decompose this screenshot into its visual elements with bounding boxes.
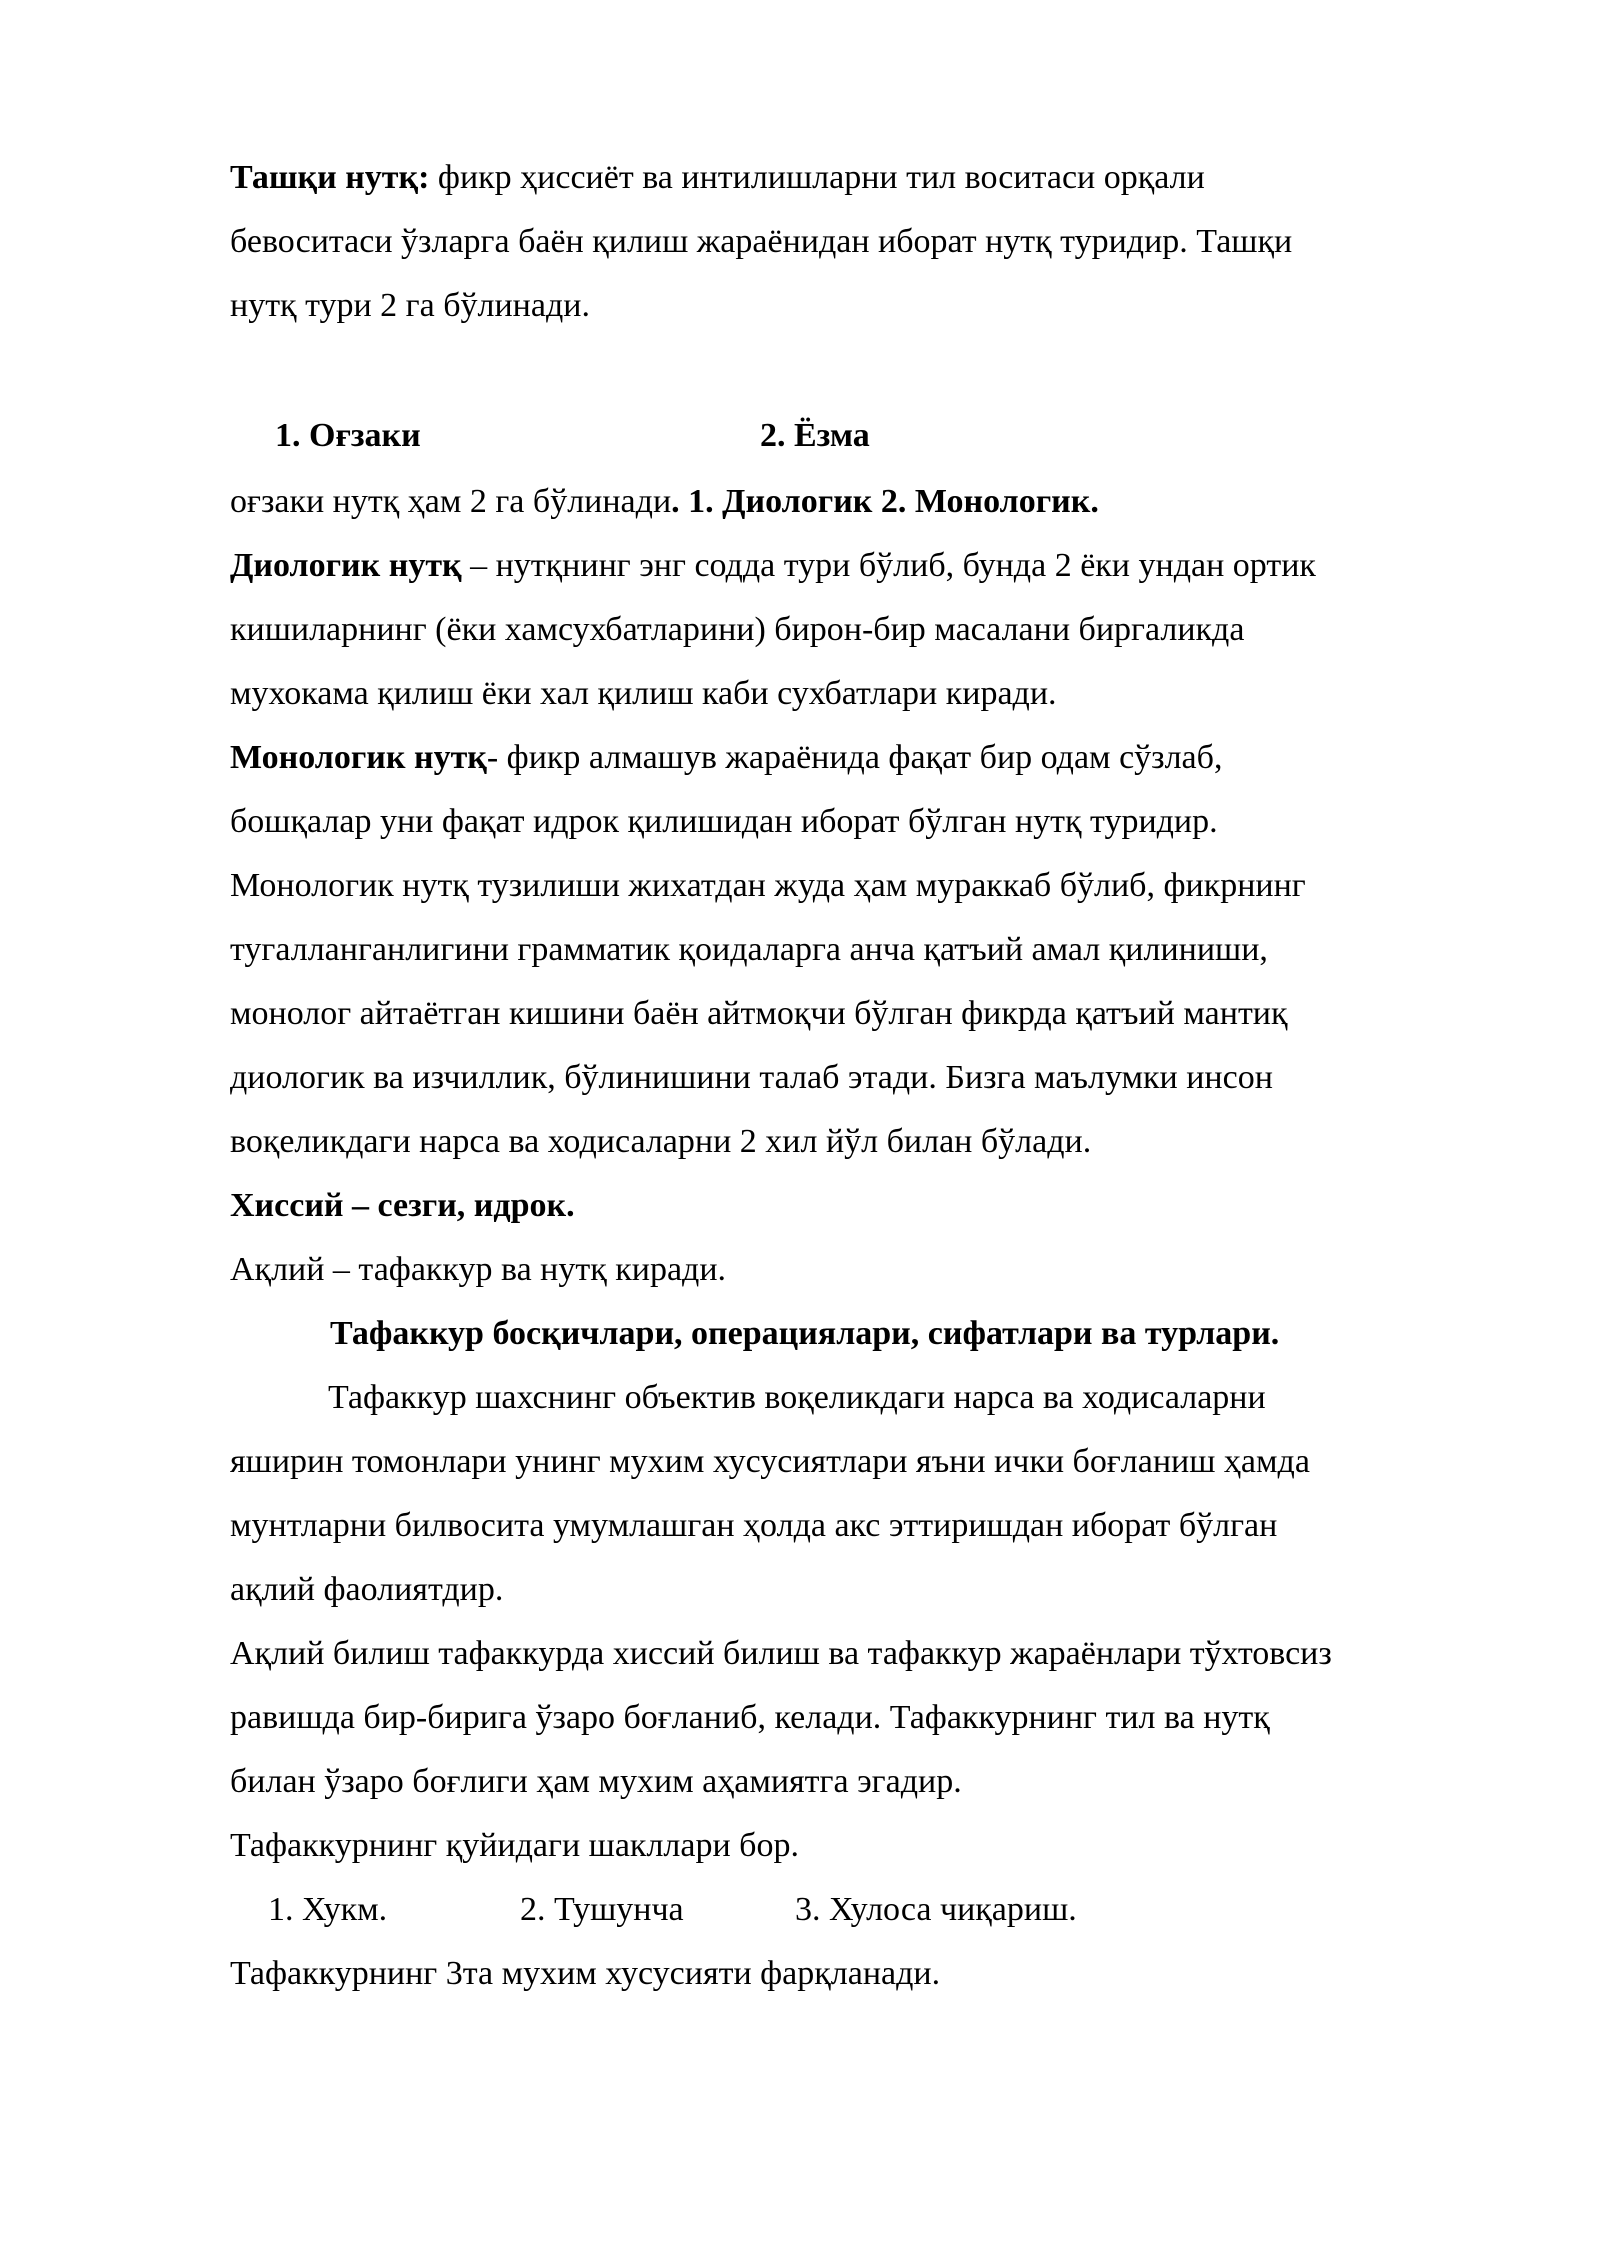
paragraph-line: бошқалар уни фақат идрок қилишидан иборат бўлган нутқ туридир. xyxy=(230,803,1218,840)
last-line: Тафаккурнинг 3та мухим хусусияти фарқланади. xyxy=(230,1955,941,1992)
forms-intro: Тафаккурнинг қуйидаги шакллари бор. xyxy=(230,1827,799,1864)
paragraph-line: Тафаккур шахснинг объектив воқеликдаги нарса ва ходисаларни xyxy=(328,1379,1266,1416)
section-heading: Тафаккур босқичлари, операциялари, сифатлари ва турлари. xyxy=(330,1315,1280,1352)
paragraph-line xyxy=(230,158,1205,198)
list-item-concept: 2. Тушунча xyxy=(520,1891,684,1928)
paragraph-line: билан ўзаро боғлиги ҳам мухим аҳамиятга эгадир. xyxy=(230,1763,962,1800)
term-tashki-nutq: Ташқи нутқ: xyxy=(230,159,430,196)
paragraph-line: тугалланганлигини грамматик қоидаларга анча қатъий амал қилиниши, xyxy=(230,931,1268,968)
paragraph-text: фикр ҳиссиёт ва интилишларни тил воситаси орқали xyxy=(429,159,1205,196)
paragraph-line: яширин томонлари унинг мухим хусусиятлари яъни ички боғланиш ҳамда xyxy=(230,1443,1310,1480)
monologic-text: - фикр алмашув жараёнида фақат бир одам сўзлаб, xyxy=(486,739,1223,776)
paragraph-line: Ақлий билиш тафаккурда хиссий билиш ва тафаккур жараёнлари тўхтовсиз xyxy=(230,1635,1332,1672)
paragraph-line: диологик ва изчиллик, бўлинишини талаб этади. Бизга маълумки инсон xyxy=(230,1059,1273,1096)
paragraph-line: мухокама қилиш ёки хал қилиш каби сухбатлари киради. xyxy=(230,675,1057,712)
paragraph-line xyxy=(230,546,1316,586)
paragraph-line: Монологик нутқ тузилиши жихатдан жуда ҳам мураккаб бўлиб, фикрнинг xyxy=(230,867,1306,904)
paragraph-line: ақлий фаолиятдир. xyxy=(230,1571,504,1608)
list-item-conclusion: 3. Хулоса чиқариш. xyxy=(795,1891,1077,1928)
paragraph-line: кишиларнинг (ёки хамсухбатларини) бирон-бир масалани биргаликда xyxy=(230,611,1245,648)
list-item-written: 2. Ёзма xyxy=(760,417,870,454)
paragraph-line: нутқ тури 2 га бўлинади. xyxy=(230,287,590,324)
paragraph-line: воқеликдаги нарса ва ходисаларни 2 хил йўл билан бўлади. xyxy=(230,1123,1092,1160)
paragraph-line: бевоситаси ўзларга баён қилиш жараёнидан иборат нутқ туридир. Ташқи xyxy=(230,223,1293,260)
paragraph-line: мунтларни билвосита умумлашган ҳолда акс эттиришдан иборат бўлган xyxy=(230,1507,1278,1544)
oral-types-bold: . 1. Диологик 2. Монологик. xyxy=(671,483,1099,520)
paragraph-line: равишда бир-бирига ўзаро боғланиб, келади. Тафаккурнинг тил ва нутқ xyxy=(230,1699,1270,1736)
paragraph-line xyxy=(230,738,1222,778)
list-item-oral: 1. Оғзаки xyxy=(275,417,421,454)
term-monologic: Монологик нутқ xyxy=(230,739,487,776)
oral-text: оғзаки нутқ ҳам 2 га бўлинади xyxy=(230,483,672,520)
term-dialogic: Диологик нутқ xyxy=(230,547,462,584)
dialogic-text: – нутқнинг энг содда тури бўлиб, бунда 2 ёки ундан ортик xyxy=(461,547,1316,584)
rational-line: Ақлий – тафаккур ва нутқ киради. xyxy=(230,1251,727,1288)
list-item-judgement: 1. Хукм. xyxy=(268,1891,388,1928)
paragraph-line xyxy=(230,482,1099,522)
sensory-line: Хиссий – сезги, идрок. xyxy=(230,1187,575,1224)
paragraph-line: монолог айтаётган кишини баён айтмоқчи бўлган фикрда қатъий мантиқ xyxy=(230,995,1288,1032)
